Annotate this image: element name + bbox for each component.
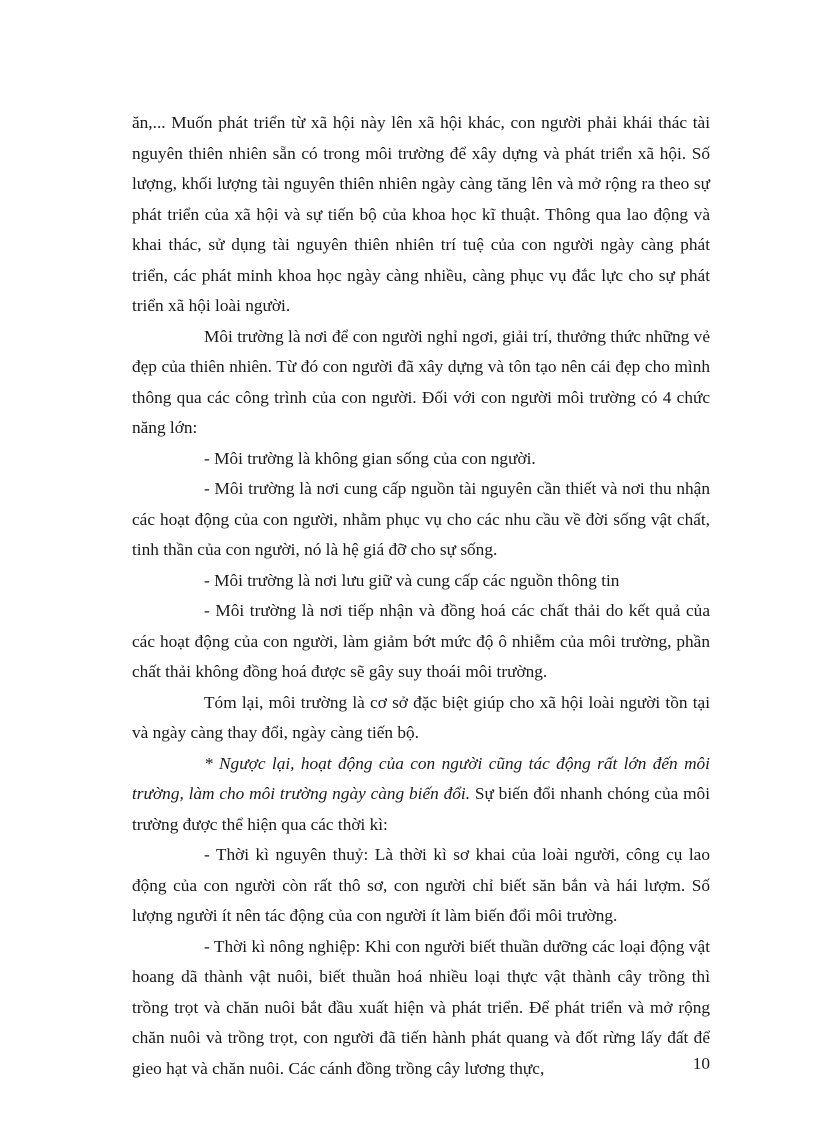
paragraph-summary: Tóm lại, môi trường là cơ sở đặc biệt giúp cho xã hội loài người tồn tại và ngày càng thay đổi, ngày càng tiến bộ. bbox=[132, 692, 710, 742]
list-item-resources: - Môi trường là nơi cung cấp nguồn tài nguyên cần thiết và nơi thu nhận các hoạt động của con người, nhằm phục vụ cho các nhu cầu về đời sống vật chất, tinh thần của con người, nó là hệ giá đỡ cho sự sống. bbox=[132, 479, 710, 559]
list-item-agricultural-era: - Thời kì nông nghiệp: Khi con người biết thuần dưỡng các loại động vật hoang dã thành vật nuôi, biết thuần hoá nhiều loại thực vật thành cây trồng thì trồng trọt và chăn nuôi bắt đầu xuất hiện và phát triển. Để phát triển và mở rộng chăn nuôi và trồng trọt, con người đã tiến hành phát quang và đốt rừng lấy đất để gieo hạt và chăn nuôi. Các cánh đồng trồng cây lương thực, bbox=[132, 936, 710, 1078]
impact-continuation: Sự biến đổi nhanh chóng của môi trường được thể hiện qua các thời kì: bbox=[132, 784, 710, 834]
paragraph-human-impact bbox=[132, 749, 710, 841]
list-item-living-space: - Môi trường là không gian sống của con người. bbox=[204, 448, 536, 468]
paragraph-environment-leisure: Môi trường là nơi để con người nghỉ ngơi, giải trí, thưởng thức những vẻ đẹp của thiên nhiên. Từ đó con người đã xây dựng và tôn tạo nên cái đẹp cho mình thông qua các công trình của con người. Đối với con người môi trường có 4 chức năng lớn: bbox=[132, 326, 710, 437]
list-item-waste: - Môi trường là nơi tiếp nhận và đồng hoá các chất thải do kết quả của các hoạt động của con người, làm giảm bớt mức độ ô nhiễm của môi trường, phần chất thải không đồng hoá được sẽ gây suy thoái môi trường. bbox=[132, 601, 710, 681]
paragraph-continuation: ăn,... Muốn phát triển từ xã hội này lên xã hội khác, con người phải khái thác tài nguyên thiên nhiên sẵn có trong môi trường để xây dựng và phát triển xã hội. Số lượng, khối lượng tài nguyên thiên nhiên ngày càng tăng lên và mở rộng ra theo sự phát triển của xã hội và sự tiến bộ của khoa học kĩ thuật. Thông qua lao động và khai thác, sử dụng tài nguyên thiên nhiên trí tuệ của con người ngày càng phát triển, các phát minh khoa học ngày càng nhiều, càng phục vụ đắc lực cho sự phát triển xã hội loài người. bbox=[132, 113, 710, 315]
list-item-primitive-era: - Thời kì nguyên thuỷ: Là thời kì sơ khai của loài người, công cụ lao động của con người còn rất thô sơ, con người chỉ biết săn bắn và hái lượm. Số lượng người ít nên tác động của con người ít làm biến đổi môi trường. bbox=[132, 845, 710, 925]
body-text bbox=[132, 108, 710, 1084]
list-item-information: - Môi trường là nơi lưu giữ và cung cấp các nguồn thông tin bbox=[204, 570, 620, 590]
italic-statement: * Ngược lại, hoạt động của con người cũng tác động rất lớn đến môi trường, làm cho môi trường ngày càng biến đổi. bbox=[132, 753, 710, 803]
page-number: 10 bbox=[692, 1054, 710, 1073]
